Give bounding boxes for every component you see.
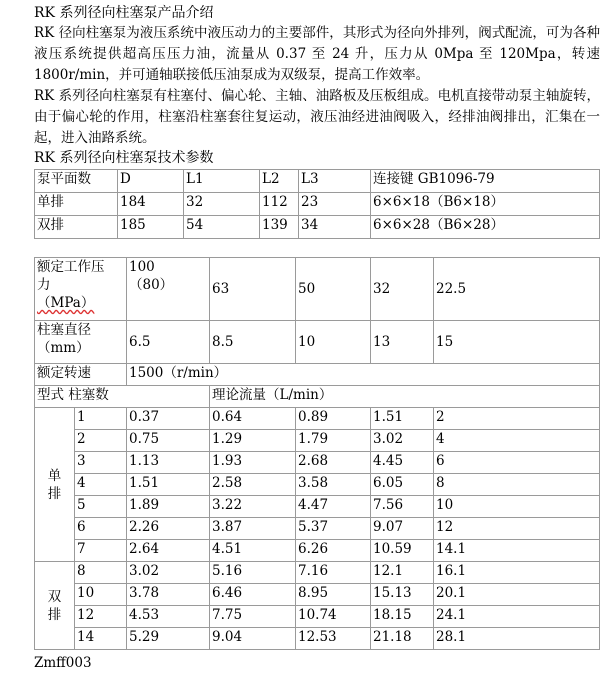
type-plunger-label: 型式 柱塞数 — [35, 386, 210, 408]
table-cell: 0.89 — [296, 408, 371, 430]
table-cell: 2 — [434, 408, 600, 430]
table-cell: 4.53 — [127, 606, 210, 628]
header-cell: 连接键 GB1096-79 — [371, 170, 600, 193]
table-cell: 3.22 — [210, 496, 296, 518]
table-cell: 2.26 — [127, 518, 210, 540]
table-cell: 1.51 — [371, 408, 434, 430]
table-row — [35, 430, 600, 452]
pressure-value: 50 — [296, 258, 371, 321]
speed-label: 额定转速 — [35, 364, 127, 386]
table-cell: 3.78 — [127, 584, 210, 606]
diameter-value: 8.5 — [210, 321, 296, 364]
dimensions-table — [34, 169, 600, 239]
diameter-value: 10 — [296, 321, 371, 364]
diameter-value: 15 — [434, 321, 600, 364]
table-cell: 4.45 — [371, 452, 434, 474]
table-cell: 0.37 — [127, 408, 210, 430]
table-row — [35, 216, 600, 239]
header-cell: L1 — [184, 170, 260, 193]
table-row — [35, 193, 600, 216]
table-cell: 14.1 — [434, 540, 600, 562]
performance-table — [34, 257, 600, 650]
table-cell: 10 — [75, 584, 127, 606]
table-cell: 1.79 — [296, 430, 371, 452]
header-cell: L2 — [260, 170, 299, 193]
table-cell: 6×6×28（B6×28） — [371, 216, 600, 239]
document-title: RK 系列径向柱塞泵产品介绍 — [34, 5, 214, 21]
table-cell: 5.37 — [296, 518, 371, 540]
table-cell: 0.75 — [127, 430, 210, 452]
table-cell: 5.16 — [210, 562, 296, 584]
table-cell: 4 — [75, 474, 127, 496]
table-cell: 2.64 — [127, 540, 210, 562]
speed-value: 1500（r/min） — [127, 364, 600, 386]
table-row — [35, 474, 600, 496]
table-cell: 12 — [75, 606, 127, 628]
table-row — [35, 496, 600, 518]
table-cell: 3.58 — [296, 474, 371, 496]
table-cell: 6 — [434, 452, 600, 474]
diameter-value: 6.5 — [127, 321, 210, 364]
table-cell: 2.58 — [210, 474, 296, 496]
table-cell: 9.04 — [210, 628, 296, 650]
table-cell: 7.56 — [371, 496, 434, 518]
table-cell: 12 — [434, 518, 600, 540]
diameter-row — [35, 321, 600, 364]
pressure-label: 额定工作压 力 （MPa） — [35, 258, 127, 321]
table-cell: 8 — [434, 474, 600, 496]
diameter-value: 13 — [371, 321, 434, 364]
table-cell: 1.13 — [127, 452, 210, 474]
table-cell: 1.29 — [210, 430, 296, 452]
table-cell: 2 — [75, 430, 127, 452]
table-row — [35, 518, 600, 540]
table-cell: 184 — [118, 193, 184, 216]
table-cell: 6 — [75, 518, 127, 540]
table-cell: 9.07 — [371, 518, 434, 540]
table-cell: 20.1 — [434, 584, 600, 606]
table-cell: 6×6×18（B6×18） — [371, 193, 600, 216]
table-cell: 8 — [75, 562, 127, 584]
table-row — [35, 628, 600, 650]
table-cell: 15.13 — [371, 584, 434, 606]
table-cell: 24.1 — [434, 606, 600, 628]
table-cell: 54 — [184, 216, 260, 239]
table-cell: 32 — [184, 193, 260, 216]
speed-row — [35, 364, 600, 386]
table-cell: 6.46 — [210, 584, 296, 606]
structure-paragraph: RK 系列径向柱塞泵有柱塞付、偏心轮、主轴、油路板及压板组成。电机直接带动泵主轴旋转，由于偏心轮的作用，柱塞沿柱塞套往复运动，液压油经进油阀吸入，经排油阀排出，汇集在一起，进入油路系统。 — [34, 88, 600, 146]
table-row — [35, 540, 600, 562]
table-cell: 4 — [434, 430, 600, 452]
pressure-value: 22.5 — [434, 258, 600, 321]
table-cell: 0.64 — [210, 408, 296, 430]
table-cell: 12.1 — [371, 562, 434, 584]
table-cell: 3.02 — [371, 430, 434, 452]
table-cell: 10 — [434, 496, 600, 518]
single-row-label: 单 排 — [35, 408, 75, 562]
table-cell: 28.1 — [434, 628, 600, 650]
footer-code: Zmff003 — [34, 655, 92, 671]
table-cell: 1.89 — [127, 496, 210, 518]
table-cell: 18.15 — [371, 606, 434, 628]
table-cell: 10.74 — [296, 606, 371, 628]
diameter-label: 柱塞直径 （mm） — [35, 321, 127, 364]
table-cell: 12.53 — [296, 628, 371, 650]
flow-header-row — [35, 386, 600, 408]
header-cell: D — [118, 170, 184, 193]
table-cell: 5.29 — [127, 628, 210, 650]
table-row — [35, 562, 600, 584]
pressure-value: 32 — [371, 258, 434, 321]
double-row-label: 双 排 — [35, 562, 75, 650]
pressure-value: 100 （80） — [127, 258, 210, 321]
table-cell: 1.93 — [210, 452, 296, 474]
table-cell: 3 — [75, 452, 127, 474]
flow-label: 理论流量（L/min） — [210, 386, 600, 408]
table-cell: 14 — [75, 628, 127, 650]
table-cell: 双排 — [35, 216, 118, 239]
table-cell: 112 — [260, 193, 299, 216]
table-cell: 4.47 — [296, 496, 371, 518]
table-cell: 7 — [75, 540, 127, 562]
table-cell: 16.1 — [434, 562, 600, 584]
document-page — [34, 4, 600, 672]
table-cell: 139 — [260, 216, 299, 239]
table-cell: 3.02 — [127, 562, 210, 584]
table-row — [35, 584, 600, 606]
table-cell: 23 — [299, 193, 371, 216]
table-cell: 5 — [75, 496, 127, 518]
table-cell: 6.26 — [296, 540, 371, 562]
table-cell: 8.95 — [296, 584, 371, 606]
dimensions-header-row — [35, 170, 600, 193]
spec-subtitle: RK 系列径向柱塞泵技术参数 — [34, 150, 214, 166]
pressure-value: 63 — [210, 258, 296, 321]
table-cell: 2.68 — [296, 452, 371, 474]
table-cell: 34 — [299, 216, 371, 239]
table-cell: 1.51 — [127, 474, 210, 496]
header-cell: 泵平面数 — [35, 170, 118, 193]
table-cell: 4.51 — [210, 540, 296, 562]
table-cell: 7.16 — [296, 562, 371, 584]
table-cell: 单排 — [35, 193, 118, 216]
table-row — [35, 452, 600, 474]
table-cell: 10.59 — [371, 540, 434, 562]
pressure-row — [35, 258, 600, 321]
table-cell: 7.75 — [210, 606, 296, 628]
header-cell: L3 — [299, 170, 371, 193]
table-row — [35, 408, 600, 430]
table-cell: 6.05 — [371, 474, 434, 496]
table-cell: 1 — [75, 408, 127, 430]
table-cell: 185 — [118, 216, 184, 239]
intro-paragraph: RK 径向柱塞泵为液压系统中液压动力的主要部件，其形式为径向外排列，阀式配流，可为各种液压系统提供超高压压力油，流量从 0.37 至 24 升，压力从 0Mpa 至 120Mpa，转速 1800r/min，并可通轴联接低压油泵成为双级泵，提高工作效率。 — [34, 25, 600, 83]
table-row — [35, 606, 600, 628]
table-cell: 21.18 — [371, 628, 434, 650]
table-cell: 3.87 — [210, 518, 296, 540]
